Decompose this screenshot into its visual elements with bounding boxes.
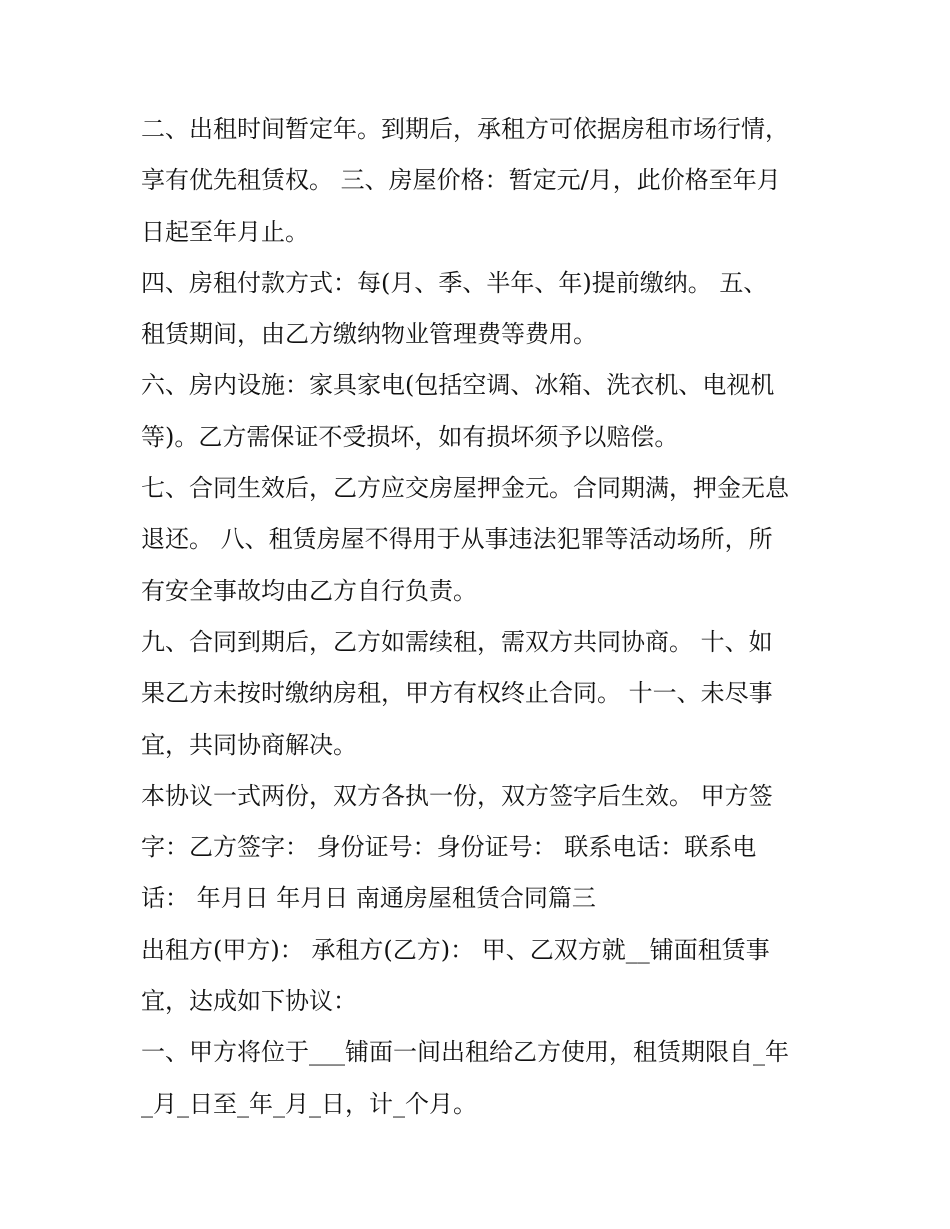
text-line: 有安全事故均由乙方自行负责。 — [141, 576, 477, 605]
text-line: 一、甲方将位于___铺面一间出租给乙方使用，租赁期限自_年 — [141, 1038, 789, 1067]
text-line: 享有优先租赁权。 三、房屋价格：暂定元/月，此价格至年月 — [141, 166, 781, 195]
text-line: 字：乙方签字： 身份证号：身份证号： 联系电话：联系电 — [141, 833, 757, 862]
document-body — [141, 104, 821, 1130]
text-line: 九、合同到期后，乙方如需续租，需双方共同协商。 十、如 — [141, 627, 773, 656]
text-line: 租赁期间，由乙方缴纳物业管理费等费用。 — [141, 320, 597, 349]
text-line: 七、合同生效后，乙方应交房屋押金元。合同期满，押金无息 — [141, 474, 789, 503]
text-line: 本协议一式两份，双方各执一份，双方签字后生效。 甲方签 — [141, 781, 773, 810]
text-line: 等)。乙方需保证不受损坏，如有损坏须予以赔偿。 — [141, 422, 679, 451]
text-line: 退还。 八、租赁房屋不得用于从事违法犯罪等活动场所，所 — [141, 525, 773, 554]
text-line: _月_日至_年_月_日，计_个月。 — [141, 1089, 477, 1118]
text-line: 日起至年月止。 — [141, 217, 309, 246]
text-line: 四、房租付款方式：每(月、季、半年、年)提前缴纳。 五、 — [141, 268, 768, 297]
text-line: 果乙方未按时缴纳房租，甲方有权终止合同。 十一、未尽事 — [141, 679, 773, 708]
text-line: 出租方(甲方)： 承租方(乙方)： 甲、乙双方就__铺面租赁事 — [141, 935, 770, 964]
text-line: 宜，达成如下协议： — [141, 987, 357, 1016]
text-line: 六、房内设施：家具家电(包括空调、冰箱、洗衣机、电视机 — [141, 371, 775, 400]
text-line: 宜，共同协商解决。 — [141, 730, 357, 759]
text-line: 话： 年月日 年月日 南通房屋租赁合同篇三 — [141, 884, 596, 913]
text-line: 二、出租时间暂定年。到期后，承租方可依据房租市场行情， — [141, 115, 789, 143]
